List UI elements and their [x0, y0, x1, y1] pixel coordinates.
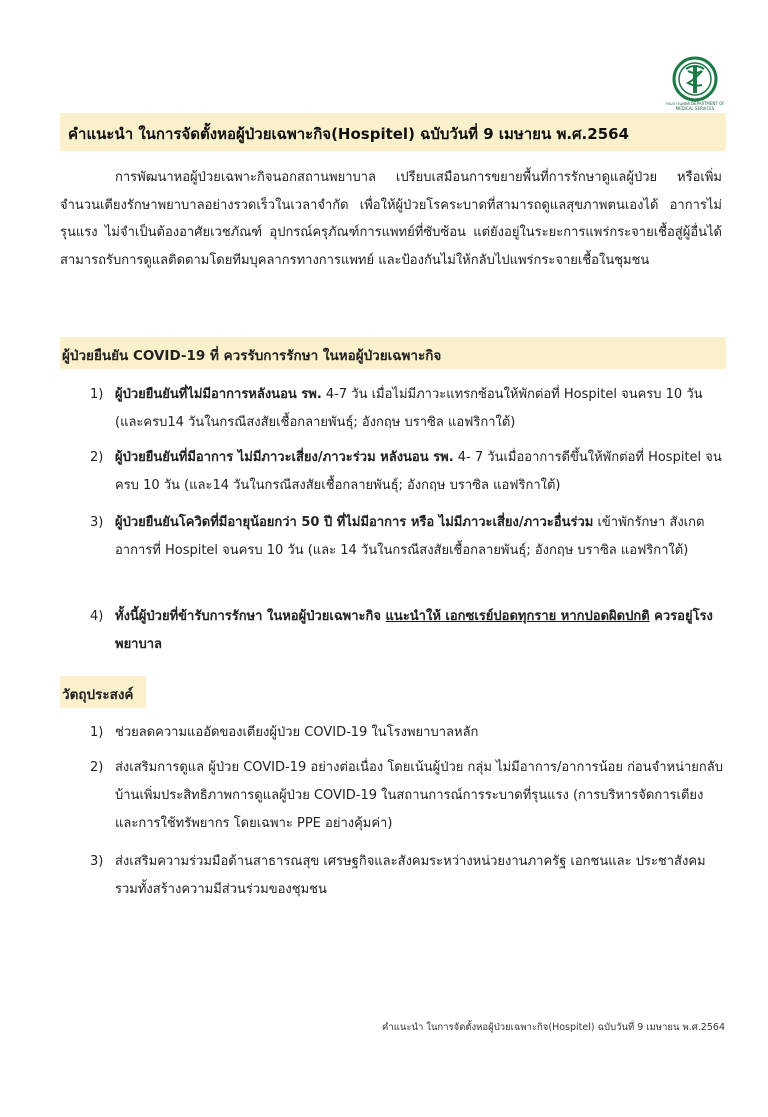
item-number: 3) [90, 854, 104, 869]
item-number: 2) [90, 760, 104, 775]
item-text: ส่งเสริมการดูแล ผู้ป่วย COVID-19 อย่างต่อเนื่อง โดยเน้นผู้ป่วย กลุ่ม ไม่มีอาการ/อาการน้อย ก่อนจำหน่ายกลับบ้านเพิ่มประสิทธิภาพการดูแลผู้ป่วย COVID-19 ในสถานการณ์การระบาดที่รุนแรง (การบริหารจัดการเตียง และการใช้ทรัพยากร โดยเฉพาะ PPE อย่างคุ้มค่า) [115, 760, 724, 831]
section2-heading: วัตถุประสงค์ [62, 687, 134, 703]
item-bold-text: ผู้ป่วยยืนยันที่ไม่มีอาการหลังนอน รพ. [115, 387, 322, 402]
section2-item-3 [90, 848, 724, 904]
document-title: คำแนะนำ ในการจัดตั้งหอผู้ป่วยเฉพาะกิจ(Hospitel) ฉบับวันที่ 9 เมษายน พ.ศ.2564 [68, 125, 630, 143]
section1-item-1 [90, 381, 724, 437]
item-number: 3) [90, 515, 104, 530]
item-number: 4) [90, 609, 104, 624]
item-underlined-text: แนะนำให้ เอกซเรย์ปอดทุกราย หากปอดผิดปกติ [385, 609, 650, 624]
section1-item-3 [90, 509, 724, 565]
section1-heading: ผู้ป่วยยืนยัน COVID-19 ที่ ควรรับการรักษา ในหอผู้ป่วยเฉพาะกิจ [62, 348, 442, 364]
page-footer: คำแนะนำ ในการจัดตั้งหอผู้ป่วยเฉพาะกิจ(Hospitel) ฉบับวันที่ 9 เมษายน พ.ศ.2564 [382, 1022, 725, 1033]
logo-caption: กรมการแพทย์ DEPARTMENT OF MEDICAL SERVICES [665, 101, 725, 111]
section2-item-1 [90, 719, 724, 747]
item-text: 4-7 วัน เมื่อไม่มีภาวะแทรกซ้อนให้พักต่อที่ Hospitel จนครบ 10 วัน (และครบ14 วันในกรณีสงสัยเชื้อกลายพันธุ์; อังกฤษ บราซิล แอฟริกาใต้) [115, 387, 703, 430]
item-text: เข้าพักรักษา สังเกตอาการที่ Hospitel จนครบ 10 วัน (และ 14 วันในกรณีสงสัยเชื้อกลายพันธุ์; อังกฤษ บราซิล แอฟริกาใต้) [115, 515, 705, 558]
section1-item-2 [90, 444, 724, 500]
item-number: 2) [90, 450, 104, 465]
intro-paragraph: การพัฒนาหอผู้ป่วยเฉพาะกิจนอกสถานพยาบาล เปรียบเสมือนการขยายพื้นที่การรักษาดูแลผู้ป่วย หรือเพิ่มจำนวนเตียงรักษาพยาบาลอย่างรวดเร็วในเวลาจำกัด เพื่อให้ผู้ป่วยโรคระบาดที่สามารถดูแลสุขภาพตนเองได้ อาการไม่รุนแรง ไม่จำเป็นต้องอาศัยเวชภัณฑ์ อุปกรณ์ครุภัณฑ์การแพทย์ที่ซับซ้อน แต่ยังอยู่ในระยะการแพร่กระจายเชื้อสู่ผู้อื่นได้ สามารถรับการดูแลติดตามโดยทีมบุคลากรทางการแพทย์ และป้องกันไม่ให้กลับไปแพร่กระจายเชื้อในชุมชน [60, 170, 722, 268]
item-bold-text: ทั้งนี้ผู้ป่วยที่ข้ารับการรักษา ในหอผู้ป่วยเฉพาะกิจ [115, 609, 386, 624]
item-text: ส่งเสริมความร่วมมือด้านสาธารณสุข เศรษฐกิจและสังคมระหว่างหน่วยงานภาครัฐ เอกชนและ ประชาสังคม รวมทั้งสร้างความมีส่วนร่วมของชุมชน [115, 854, 706, 897]
item-text: ช่วยลดความแออัดของเตียงผู้ป่วย COVID-19 ในโรงพยาบาลหลัก [115, 725, 479, 740]
section1-item-4 [90, 603, 724, 659]
item-text: 4- 7 วันเมื่ออาการดีขึ้นให้พักต่อที่ Hospitel จนครบ 10 วัน (และ14 วันในกรณีสงสัยเชื้อกลายพันธุ์; อังกฤษ บราซิล แอฟริกาใต้) [115, 450, 722, 493]
item-bold-end-text: ควรอยู่โรงพยาบาล [115, 609, 713, 652]
item-number: 1) [90, 725, 104, 740]
item-bold-text: ผู้ป่วยยืนยันโควิดที่มีอายุน้อยกว่า 50 ปี ที่ไม่มีอาการ หรือ ไม่มีภาวะเสี่ยง/ภาวะอื่นร่วม [115, 515, 594, 530]
item-number: 1) [90, 387, 104, 402]
item-bold-text: ผู้ป่วยยืนยันที่มีอาการ ไม่มีภาวะเสี่ยง/ภาวะร่วม หลังนอน รพ. [115, 450, 454, 465]
section2-item-2 [90, 754, 724, 838]
